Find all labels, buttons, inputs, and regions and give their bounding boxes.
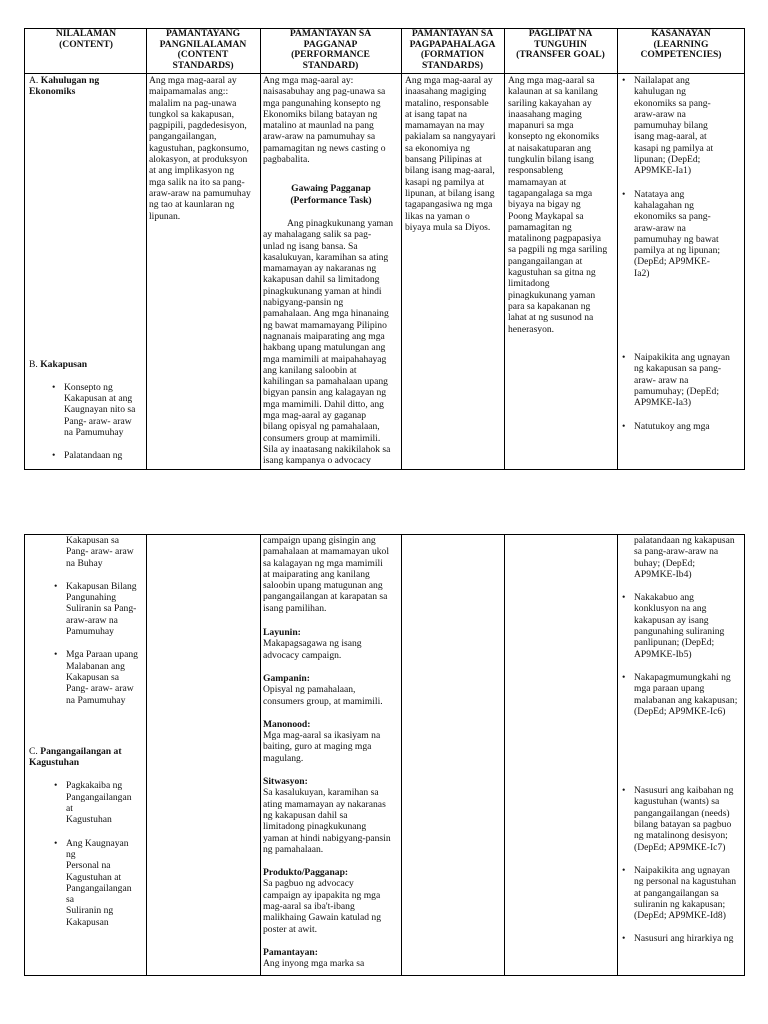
- text-line: baiting, guro at maging mga: [263, 741, 372, 753]
- text-line: mag-aaral sa iba't-ibang: [263, 901, 355, 913]
- text-line: ng personal na kagustuhan: [634, 876, 737, 888]
- text-line: kagustuhan, pagkonsumo,: [149, 142, 249, 154]
- text-line: ekonomiks sa pang-: [634, 211, 711, 223]
- header-line: KASANAYAN: [651, 29, 711, 39]
- curriculum-table-page-1: [24, 28, 745, 470]
- list-item: [66, 780, 145, 825]
- text-line: Ang inyong mga marka sa: [263, 958, 365, 970]
- text-line: sa pang-araw-araw na: [634, 546, 719, 558]
- formation-standards-column: [405, 75, 503, 469]
- text-line: para sa kapakanan ng: [508, 300, 591, 312]
- text-line: • Nasusuri ang hirarkiya ng: [634, 933, 734, 945]
- text-line: • Natutukoy ang mga: [634, 420, 710, 432]
- text-line: naisasabuhay ang pag-unawa sa: [263, 86, 386, 98]
- text-line: • Nasusuri ang kaibahan ng: [634, 785, 734, 797]
- list-line: Pangangailangan: [66, 882, 132, 894]
- text-line: kahilingan sa pamahalaan upang: [263, 376, 388, 388]
- text-line: sa ekonomiya ng: [405, 142, 471, 154]
- text-line: unlad ng isang bansa. Sa: [263, 240, 358, 252]
- text-line: tungkol sa kakapusan,: [149, 108, 234, 120]
- header-line: (CONTENT): [59, 38, 113, 50]
- text-line: konklusyon na ang: [634, 603, 707, 615]
- list-line: Suliranin ng: [66, 905, 114, 917]
- section-letter: A.: [29, 75, 39, 86]
- text-line: consumers group, at mamimili.: [263, 695, 383, 707]
- column-divider: [401, 535, 402, 975]
- text-line: konsepto ng ekonomiks: [508, 131, 600, 143]
- content-column: [29, 535, 145, 975]
- competency-item: [634, 865, 742, 921]
- column-divider: [260, 29, 261, 469]
- text-line: matalino at maunlad na pang: [263, 120, 374, 132]
- text-line: malabanan ang kakapusan;: [634, 694, 738, 706]
- task-subtitle: (Performance Task): [290, 194, 372, 206]
- text-line: • Nailalapat ang: [634, 75, 690, 86]
- text-line: pamamagitan ng: [508, 221, 572, 233]
- list-line: Kakapusan: [66, 916, 109, 928]
- text-line: ng kakapusan sa pang-: [634, 363, 722, 375]
- text-line: Makapagsagawa ng isang: [263, 638, 362, 650]
- text-line: malikhaing Gawain katulad ng: [263, 912, 382, 924]
- header-line: STANDARDS): [172, 59, 234, 71]
- text-line: sa kalagayan ng mga mamimili: [263, 557, 383, 569]
- text-line: likas na yaman o: [405, 210, 470, 222]
- text-line: ng tao at kaunlaran ng: [149, 199, 235, 211]
- text-line: ekonomiks sa pang-: [634, 97, 711, 109]
- text-line: panlipunan; (DepEd;: [634, 637, 715, 649]
- text-line: pangunahing suliraning: [634, 626, 725, 638]
- competency-item: [634, 672, 742, 717]
- section-a-title: [29, 75, 145, 86]
- text-line: pamilya at ng lipunan;: [634, 245, 721, 257]
- text-line: at pangangailangan sa: [634, 887, 719, 899]
- text-line: kasalukuyan, karamihan sa ating: [263, 251, 389, 263]
- list-line: • Pagkakaiba ng: [66, 780, 123, 792]
- text-line: bilang batayan sa pagbuo: [634, 819, 732, 831]
- text-line: ng kakapusan dahil sa: [263, 809, 348, 821]
- text-line: (DepEd; AP9MKE-Ic7): [634, 841, 726, 853]
- column-divider: [504, 29, 505, 469]
- header-line: PAMANTAYANG: [165, 29, 241, 39]
- text-line: biyaya mula sa Diyos.: [405, 221, 491, 233]
- column-divider: [617, 29, 618, 469]
- header-line: TUNGUHIN: [534, 38, 587, 50]
- section-c-title: [29, 746, 145, 757]
- header-line: PAGGANAP: [303, 38, 358, 50]
- list-item: [66, 581, 145, 637]
- topic-list: [66, 535, 145, 706]
- text-line: AP9MKE-Ia1): [634, 165, 692, 177]
- text-line: • Naipakikita ang ugnayan: [634, 352, 730, 364]
- text-line: responsableng: [508, 165, 563, 177]
- header-line: COMPETENCIES): [640, 49, 722, 61]
- header-line: PAMANTAYAN SA: [289, 29, 372, 39]
- text-line: mamamayan na may: [405, 120, 485, 132]
- section-b-title: [29, 359, 145, 370]
- text-line: ang kanilang saloobin at: [263, 364, 357, 376]
- text-line: henerasyon.: [508, 323, 555, 335]
- header-line: STANDARD): [302, 59, 359, 71]
- text-line: buhay; (DepEd;: [634, 557, 696, 569]
- text-line: tagapangasiwa ng mga: [405, 199, 493, 211]
- section-label: Gampanin:: [263, 672, 310, 684]
- header-divider: [25, 73, 744, 74]
- text-line: Opisyal ng pamahalaan,: [263, 684, 356, 696]
- competency-list: [634, 75, 742, 432]
- text-line: bilang isang mag-aaral,: [405, 165, 495, 177]
- text-line: Ang mga mag-aaral ay:: [263, 75, 354, 86]
- text-line: inaasahang maging: [508, 108, 582, 120]
- text-line: pakialam sa nangyayari: [405, 131, 496, 143]
- section-letter: B.: [29, 358, 38, 370]
- text-line: araw-araw na pamumuhay: [149, 187, 251, 199]
- list-line: na Buhay: [66, 557, 103, 569]
- text-line: pangangailangan (needs): [634, 807, 730, 819]
- text-line: • Natataya ang: [634, 188, 685, 200]
- performance-standard-column: [263, 75, 399, 469]
- section-title: Pangangailangan at: [40, 745, 122, 757]
- text-line: kakapusan dahil sa limitadong: [263, 274, 380, 286]
- text-line: pamumuhay bilang: [634, 120, 708, 132]
- header-line: (PERFORMANCE: [291, 49, 370, 61]
- text-line: mga mag-aaral ay gaganap: [263, 410, 367, 422]
- header-line: PAGPAPAHALAGA: [409, 38, 496, 50]
- text-line: matalinong pagpapasiya: [508, 233, 601, 245]
- topic-list: [66, 780, 145, 928]
- list-item: [66, 649, 145, 705]
- section-letter: C.: [29, 745, 38, 757]
- text-line: sariling kakayahan ay: [508, 97, 592, 109]
- text-line: consumers group at mamimili.: [263, 432, 381, 444]
- list-line: Kagustuhan at: [66, 871, 122, 883]
- text-line: Poong Maykapal sa: [508, 210, 584, 222]
- header-transfer-goal: [505, 29, 616, 73]
- competency-item: [634, 352, 742, 408]
- list-item: [66, 838, 145, 928]
- list-line: at: [66, 803, 73, 815]
- text-line: suliranin ng kakapusan;: [634, 898, 726, 910]
- text-line: araw-araw na pamumuhay sa: [263, 131, 376, 143]
- text-line: saloobin upang matugunan ang: [263, 580, 383, 592]
- text-line: Sa kasalukuyan, karamihan sa: [263, 787, 379, 799]
- text-line: kasapi ng pamilya at: [634, 142, 714, 154]
- list-line: na Pamumuhay: [66, 694, 126, 706]
- text-line: at naisakatuparan ang: [508, 142, 592, 154]
- text-line: kagustuhan (wants) sa: [634, 796, 720, 808]
- list-line: Kakapusan sa: [66, 671, 120, 683]
- text-line: Ekonomiks bilang batayan ng: [263, 108, 378, 120]
- text-line: kakapusan ay isang: [634, 614, 709, 626]
- text-line: kasapi ng pamilya at: [405, 176, 485, 188]
- list-line: ng: [66, 848, 76, 860]
- text-line: bilang opisyal ng pamahalaan,: [263, 421, 380, 433]
- text-line: Ang pinagkukunang yaman: [287, 217, 394, 229]
- header-line: (FORMATION: [420, 49, 485, 61]
- list-line: • Konsepto ng: [64, 381, 113, 393]
- header-line: (CONTENT: [177, 49, 229, 61]
- column-divider: [401, 29, 402, 469]
- section-title: Ekonomiks: [29, 86, 76, 98]
- list-item-continued: [66, 535, 145, 569]
- topic-list: [64, 382, 145, 462]
- text-line: tungkulin bilang isang: [508, 154, 594, 166]
- text-line: campaign ay ipapakita ng mga: [263, 889, 381, 901]
- list-line: Kakapusan sa: [66, 535, 120, 546]
- text-line: Sila ay inaatasang nakikilahok sa: [263, 443, 391, 455]
- competency-list: [634, 535, 742, 945]
- text-line: Ang mga mag-aaral ay: [149, 75, 237, 86]
- text-line: pamamagitan ng news casting o: [263, 142, 386, 154]
- text-line: • Nakapagmumungkahi ng: [634, 671, 731, 683]
- list-item: [64, 382, 145, 438]
- text-line: mapanuri sa mga: [508, 120, 574, 132]
- text-line: Ang mga mag-aaral ay: [405, 75, 493, 86]
- competency-item-continued: [634, 535, 742, 580]
- text-line: pamumuhay ng bawat: [634, 233, 719, 245]
- section-label: Layunin:: [263, 627, 301, 639]
- text-line: mga mamimili. Dahil ditto, ang: [263, 398, 384, 410]
- text-line: maipamamalas ang::: [149, 86, 229, 98]
- section-label: Produkto/Pagganap:: [263, 867, 349, 879]
- text-line: magulang.: [263, 752, 304, 764]
- text-line: biyaya na bigay ng: [508, 199, 581, 211]
- header-formation-standards: [402, 29, 503, 73]
- text-line: advocacy campaign.: [263, 649, 342, 661]
- text-line: • Nakakabuo ang: [634, 592, 694, 604]
- section-title: Kagustuhan: [29, 757, 80, 769]
- text-line: lahat at ng susunod na: [508, 312, 594, 324]
- list-line: Kagustuhan: [66, 814, 112, 826]
- text-line: AP9MKE-Ia3): [634, 397, 692, 409]
- list-line: Pang- araw- araw: [64, 415, 132, 427]
- column-divider: [146, 29, 147, 469]
- text-line: AP9MKE-Ib4): [634, 568, 692, 580]
- text-line: nabigyang-pansin ng: [263, 297, 344, 309]
- text-line: inaasahang magiging: [405, 86, 487, 98]
- text-line: Ia2): [634, 267, 650, 279]
- list-line: Personal na: [66, 860, 111, 872]
- text-line: Sa pagbuo ng advocacy: [263, 878, 354, 890]
- header-line: (LEARNING: [653, 38, 709, 50]
- text-line: pamahalaan. Ang mga hinanaing: [263, 308, 389, 320]
- header-line: NILALAMAN: [55, 29, 117, 39]
- text-line: pangangailangan at karapatan sa: [263, 591, 388, 603]
- list-line: sa: [66, 894, 74, 906]
- header-line: (TRANSFER GOAL): [516, 49, 605, 61]
- text-line: alokasyon, at produksyon: [149, 154, 248, 166]
- text-line: Ang mga mag-aaral sa: [508, 75, 595, 86]
- list-line: Pang- araw- araw: [66, 546, 134, 558]
- text-line: poster at awit.: [263, 923, 318, 935]
- section-label: Manonood:: [263, 718, 311, 730]
- text-line: isang pamilihan.: [263, 602, 327, 614]
- text-line: lipunan.: [149, 210, 181, 222]
- text-line: bigyan pansin ang kalagayan ng: [263, 387, 387, 399]
- header-line: PAMANTAYAN SA: [411, 29, 494, 39]
- curriculum-table-page-2: [24, 534, 745, 976]
- text-line: lipunan; (DepEd;: [634, 154, 701, 166]
- competency-item: [634, 785, 742, 853]
- list-line: Pang- araw- araw: [66, 683, 134, 695]
- text-line: at ang implikasyon ng: [149, 165, 234, 177]
- text-line: mga pangunahing konsepto ng: [263, 97, 381, 109]
- text-line: at isang tapat na: [405, 108, 468, 120]
- text-line: bansang Pilipinas at: [405, 154, 482, 166]
- text-line: mga mamimili at maipahahayag: [263, 353, 387, 365]
- text-line: kagustuhan sa gitna ng: [508, 267, 596, 279]
- column-divider: [617, 535, 618, 975]
- text-line: pamahalaan at mamamayan ukol: [263, 546, 389, 558]
- text-line: malalim na pag-unawa: [149, 97, 237, 109]
- content-column: [29, 75, 145, 469]
- competencies-column: [620, 75, 742, 469]
- text-line: pangangailangan,: [149, 131, 217, 143]
- text-line: araw-araw na: [634, 222, 686, 234]
- list-line: Malabanan ang: [66, 660, 125, 672]
- header-learning-competencies: [618, 29, 744, 73]
- text-line: yaman at hindi nabigyang-pansin: [263, 832, 391, 844]
- text-line: ng matalinong desisyon;: [634, 830, 728, 842]
- list-line: Kaugnayan nito sa: [64, 404, 136, 416]
- text-line: limitadong: [508, 278, 550, 290]
- transfer-goal-column: [508, 75, 616, 469]
- text-line: mga salik na ito sa pang-: [149, 176, 245, 188]
- list-line: Pangunahing: [66, 592, 117, 604]
- text-line: limitadong pinagkukunang: [263, 821, 367, 833]
- content-standards-column: [149, 75, 257, 469]
- competency-item: [634, 421, 742, 432]
- text-line: mga paraan upang: [634, 683, 705, 695]
- header-line: PAGLIPAT NA: [528, 29, 593, 39]
- text-line: isang mag-aaral, at: [634, 131, 707, 143]
- competency-item: [634, 75, 742, 177]
- text-line: pamumuhay; (DepEd;: [634, 385, 719, 397]
- text-line: lipunan, at bilang isang: [405, 187, 495, 199]
- text-line: ay mahalagang salik sa pag-: [263, 229, 372, 241]
- text-line: campaign upang gisingin ang: [263, 535, 376, 546]
- text-line: sa pagpili ng mga sariling: [508, 244, 608, 256]
- column-divider: [260, 535, 261, 975]
- text-line: mamamayan ay nakaranas ng: [263, 263, 377, 275]
- section-title: Kahulugan ng: [40, 75, 100, 86]
- text-line: kahalagahan ng: [634, 199, 694, 211]
- header-line: PANGNILALAMAN: [159, 38, 247, 50]
- text-line: araw- araw na: [634, 374, 689, 386]
- list-line: Suliranin sa Pang-: [66, 603, 137, 615]
- text-line: (DepEd; AP9MKE-: [634, 256, 710, 268]
- text-line: mamamayan at: [508, 176, 567, 188]
- text-line: (DepEd; AP9MKE-Id8): [634, 910, 726, 922]
- text-line: • Naipakikita ang ugnayan: [634, 864, 730, 876]
- competency-item: [634, 933, 742, 944]
- text-line: Mga mag-aaral sa ikasiyam na: [263, 730, 381, 742]
- column-divider: [146, 535, 147, 975]
- text-line: ng bawat mamamayang Pilipino: [263, 319, 387, 331]
- performance-standard-column: [263, 535, 399, 975]
- text-line: ating mamamayan ay nakaranas: [263, 798, 386, 810]
- text-line: tagapangalaga sa mga: [508, 187, 593, 199]
- competency-item: [634, 592, 742, 660]
- section-label: Pamantayan:: [263, 946, 318, 958]
- text-line: pangangailangan at: [508, 255, 583, 267]
- text-line: kalaunan at sa kanilang: [508, 86, 598, 98]
- text-line: hakbang upang matulungan ang: [263, 342, 386, 354]
- list-line: araw-araw na: [66, 614, 118, 626]
- list-line: Pangangailangan: [66, 791, 132, 803]
- list-line: • Mga Paraan upang: [66, 649, 138, 661]
- text-line: kahulugan ng: [634, 86, 686, 98]
- header-line: STANDARDS): [421, 59, 484, 71]
- text-line: pagpipili, pagdedesisyon,: [149, 120, 247, 132]
- competencies-column: [620, 535, 742, 975]
- text-line: isang kampanya o advocacy: [263, 455, 371, 467]
- text-line: palatandaan ng kakapusan: [634, 535, 735, 546]
- header-content-standards: [147, 29, 259, 73]
- text-line: nagnanais maiparating ang mga: [263, 330, 385, 342]
- text-line: araw-araw na: [634, 108, 686, 120]
- list-item: [64, 450, 145, 461]
- text-line: AP9MKE-Ib5): [634, 648, 692, 660]
- text-line: (DepEd; AP9MKE-Ic6): [634, 705, 726, 717]
- section-title: Kakapusan: [40, 358, 88, 370]
- header-performance-standard: [261, 29, 400, 73]
- text-line: pinagkukunang yaman at hindi: [263, 285, 382, 297]
- section-label: Sitwasyon:: [263, 776, 308, 788]
- list-line: • Kakapusan Bilang: [66, 580, 137, 592]
- list-line: na Pamumuhay: [64, 427, 124, 439]
- text-line: matalino, responsable: [405, 97, 489, 109]
- text-line: pagbabalita.: [263, 154, 310, 166]
- list-line: • Palatandaan ng: [64, 450, 123, 462]
- task-title: Gawaing Pagganap: [291, 183, 371, 195]
- list-line: Pamumuhay: [66, 626, 114, 638]
- list-line: • Ang Kaugnayan: [66, 837, 129, 849]
- column-divider: [504, 535, 505, 975]
- header-content: [27, 29, 145, 73]
- competency-item: [634, 189, 742, 279]
- text-line: at maiparating ang kanilang: [263, 568, 370, 580]
- list-line: Kakapusan at ang: [64, 393, 133, 405]
- text-line: ng pamahalaan.: [263, 843, 324, 855]
- text-line: pinagkukunang yaman: [508, 289, 596, 301]
